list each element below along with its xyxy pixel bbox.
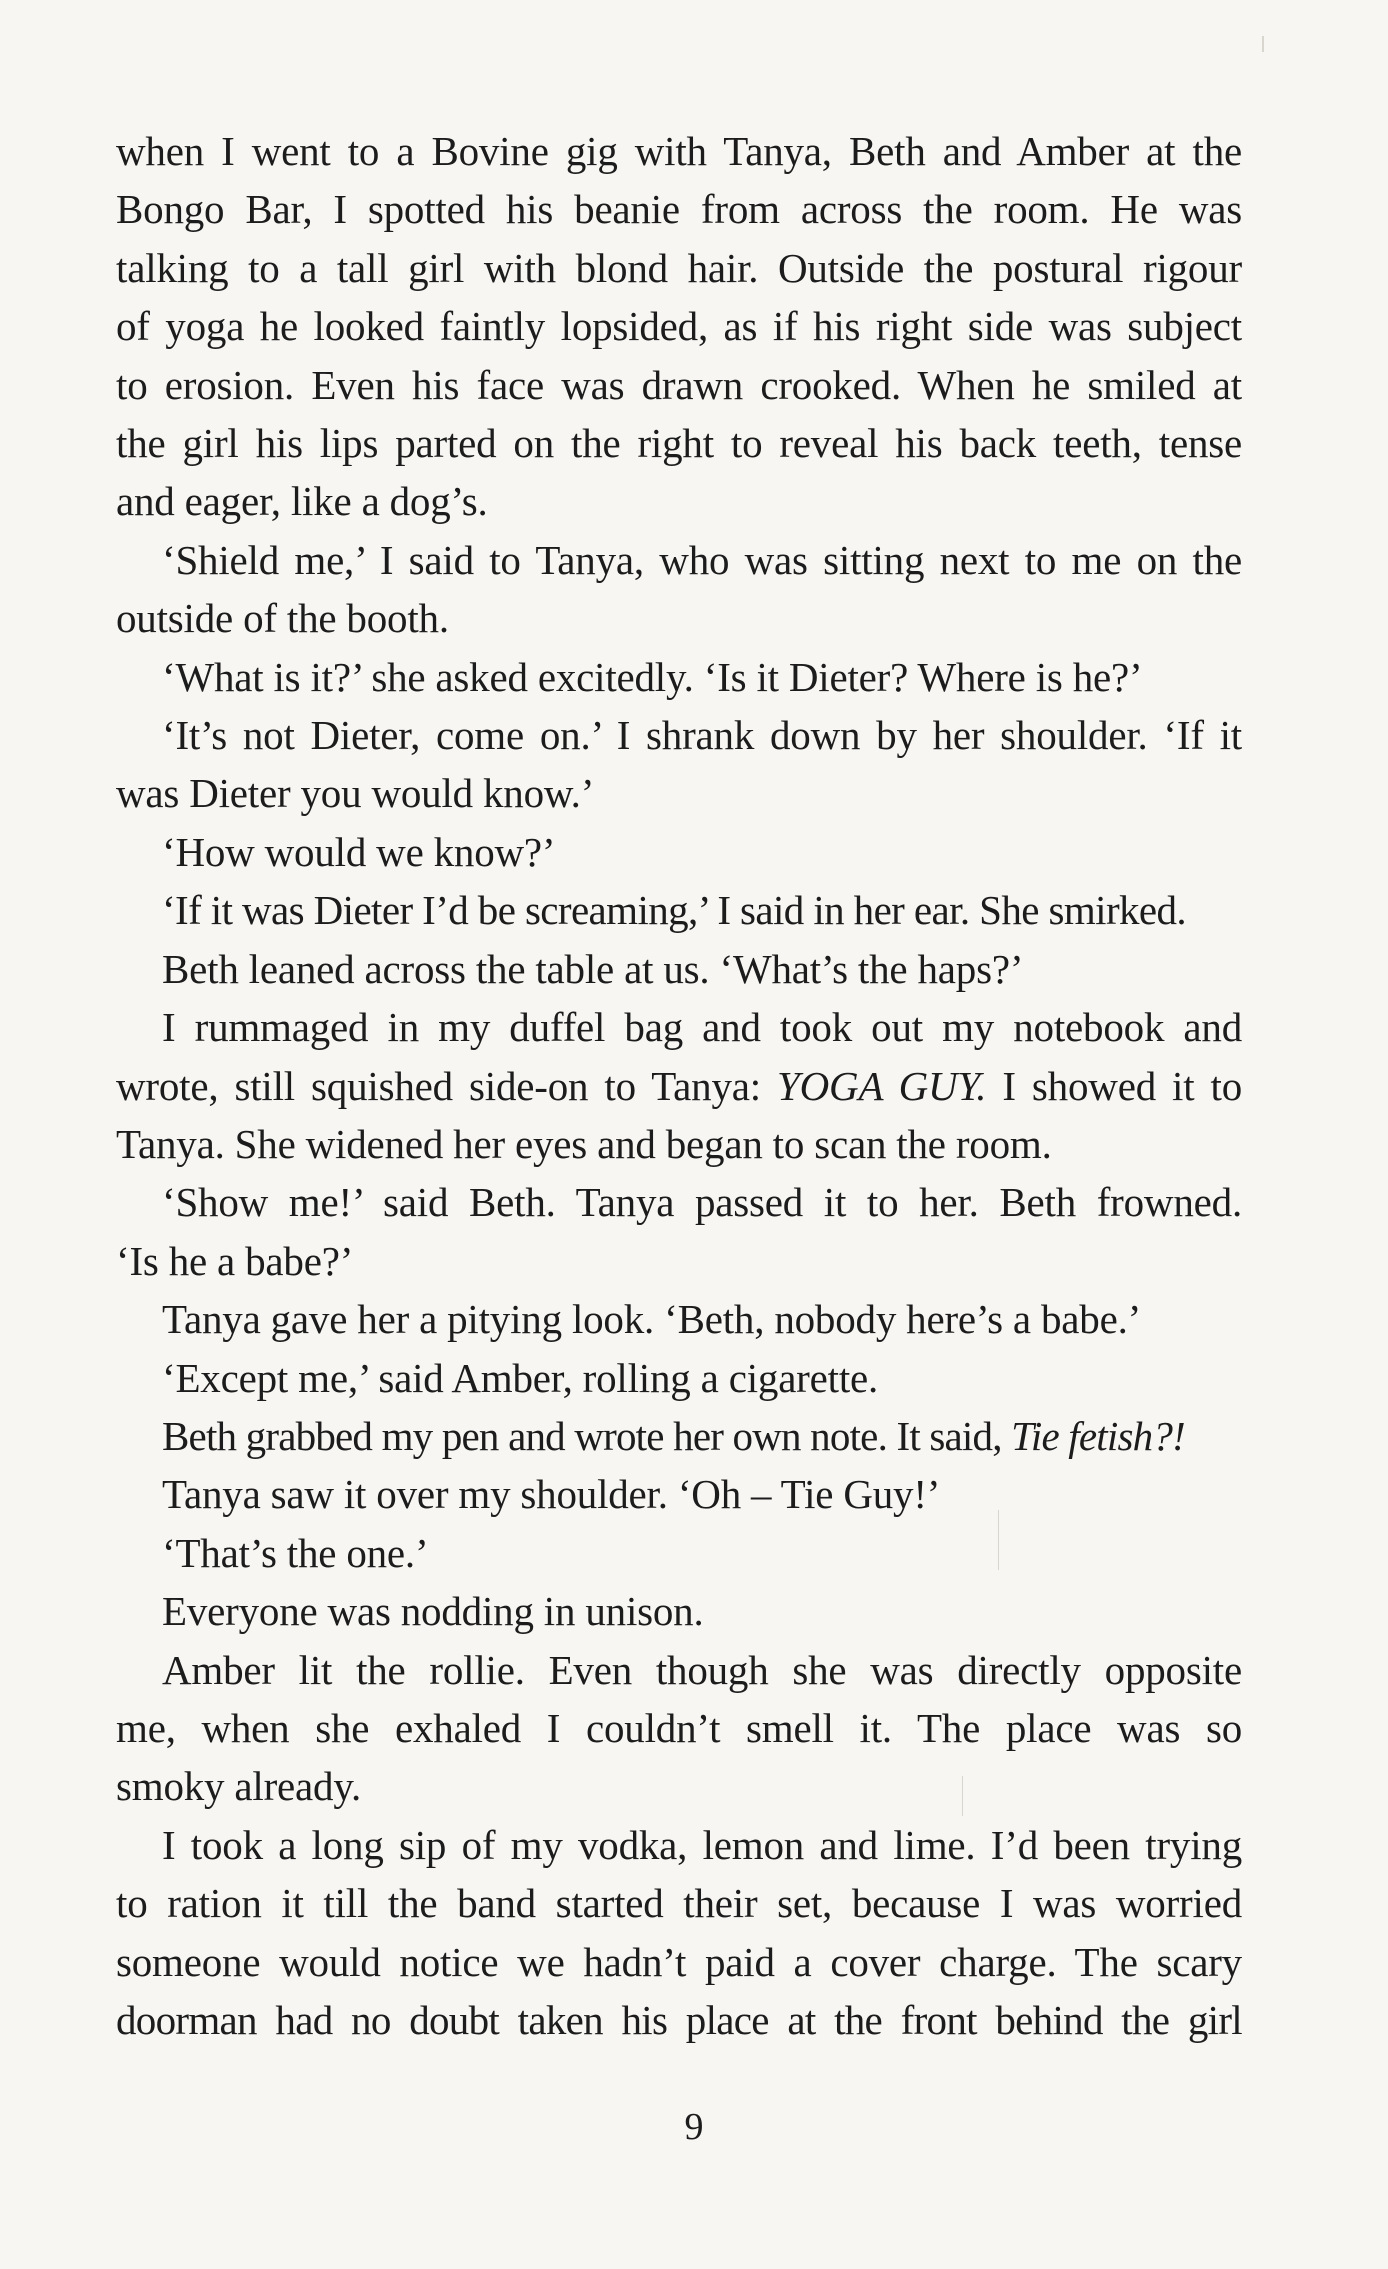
text-line: Amber lit the rollie. Even though she was directly opposite — [162, 1646, 1242, 1693]
text-line: talking to a tall girl with blond hair. Outside the postural rigour — [116, 244, 1242, 291]
text-line: and eager, like a dog’s. — [116, 478, 488, 525]
italic-note-text: YOGA GUY. — [777, 1062, 987, 1109]
paragraph — [116, 998, 1242, 1173]
text-line: ‘How would we know?’ — [162, 828, 556, 875]
paragraph — [116, 706, 1242, 823]
paragraph — [116, 940, 1242, 998]
page-number: 9 — [684, 2106, 704, 2148]
text-line: ‘Shield me,’ I said to Tanya, who was sitting next to me on the — [162, 536, 1242, 583]
italic-note-text: Tie fetish?! — [1011, 1412, 1185, 1459]
text-line: ‘Show me!’ said Beth. Tanya passed it to her. Beth frowned. — [162, 1179, 1242, 1226]
paragraph — [116, 1349, 1242, 1407]
text-line: outside of the booth. — [116, 595, 449, 642]
paragraph — [116, 1173, 1242, 1290]
text-line: ‘Is he a babe?’ — [116, 1237, 354, 1284]
text-line: doorman had no doubt taken his place at the front behind the girl — [116, 1997, 1242, 2043]
paragraph — [116, 1465, 1242, 1523]
text-line: was Dieter you would know.’ — [116, 770, 595, 817]
text-line: ‘What is it?’ she asked excitedly. ‘Is it Dieter? Where is he?’ — [162, 653, 1143, 700]
paragraph — [116, 881, 1242, 939]
text-segment: I showed it to — [986, 1062, 1242, 1109]
text-line — [116, 1057, 1242, 1115]
paragraph — [116, 648, 1242, 706]
text-line: I took a long sip of my vodka, lemon and lime. I’d been trying — [162, 1821, 1242, 1868]
text-line: to erosion. Even his face was drawn crooked. When he smiled at — [116, 361, 1242, 408]
text-line: ‘It’s not Dieter, come on.’ I shrank down by her shoulder. ‘If it — [162, 712, 1242, 759]
text-line: ‘If it was Dieter I’d be screaming,’ I said in her ear. She smirked. — [162, 887, 1187, 934]
text-line: Tanya saw it over my shoulder. ‘Oh – Tie Guy!’ — [162, 1471, 941, 1518]
text-line: someone would notice we hadn’t paid a cover charge. The scary — [116, 1938, 1242, 1985]
paragraph — [116, 1407, 1242, 1465]
text-line: the girl his lips parted on the right to reveal his back teeth, tense — [116, 420, 1242, 467]
text-line: me, when she exhaled I couldn’t smell it. The place was so — [116, 1704, 1242, 1751]
paragraph — [116, 122, 1242, 531]
text-line: Tanya. She widened her eyes and began to scan the room. — [116, 1120, 1052, 1167]
text-line: to ration it till the band started their set, because I was worried — [116, 1880, 1242, 1927]
body-text — [116, 122, 1242, 2049]
text-line: Tanya gave her a pitying look. ‘Beth, nobody here’s a babe.’ — [162, 1296, 1142, 1343]
scan-speck — [1262, 36, 1264, 52]
text-line: when I went to a Bovine gig with Tanya, Beth and Amber at the — [116, 128, 1242, 174]
paragraph — [116, 1582, 1242, 1640]
paragraph — [116, 823, 1242, 881]
text-line: smoky already. — [116, 1763, 362, 1810]
text-segment: Beth grabbed my pen and wrote her own note. It said, — [162, 1412, 1012, 1459]
scan-speck — [998, 1510, 999, 1570]
paragraph — [116, 1290, 1242, 1348]
text-line: Beth leaned across the table at us. ‘What’s the haps?’ — [162, 945, 1024, 992]
paragraph — [116, 1641, 1242, 1816]
text-line: Everyone was nodding in unison. — [162, 1588, 704, 1635]
text-line: ‘Except me,’ said Amber, rolling a cigarette. — [162, 1354, 879, 1401]
text-line: of yoga he looked faintly lopsided, as if his right side was subject — [116, 303, 1242, 350]
paragraph — [116, 531, 1242, 648]
text-line: I rummaged in my duffel bag and took out my notebook and — [162, 1004, 1242, 1051]
paragraph — [116, 1524, 1242, 1582]
scan-speck — [962, 1776, 963, 1816]
text-segment: wrote, still squished side-on to Tanya: — [116, 1062, 778, 1109]
paragraph — [116, 1816, 1242, 2050]
text-line — [116, 1407, 1242, 1465]
text-line: Bongo Bar, I spotted his beanie from across the room. He was — [116, 186, 1242, 233]
text-line: ‘That’s the one.’ — [162, 1529, 429, 1576]
